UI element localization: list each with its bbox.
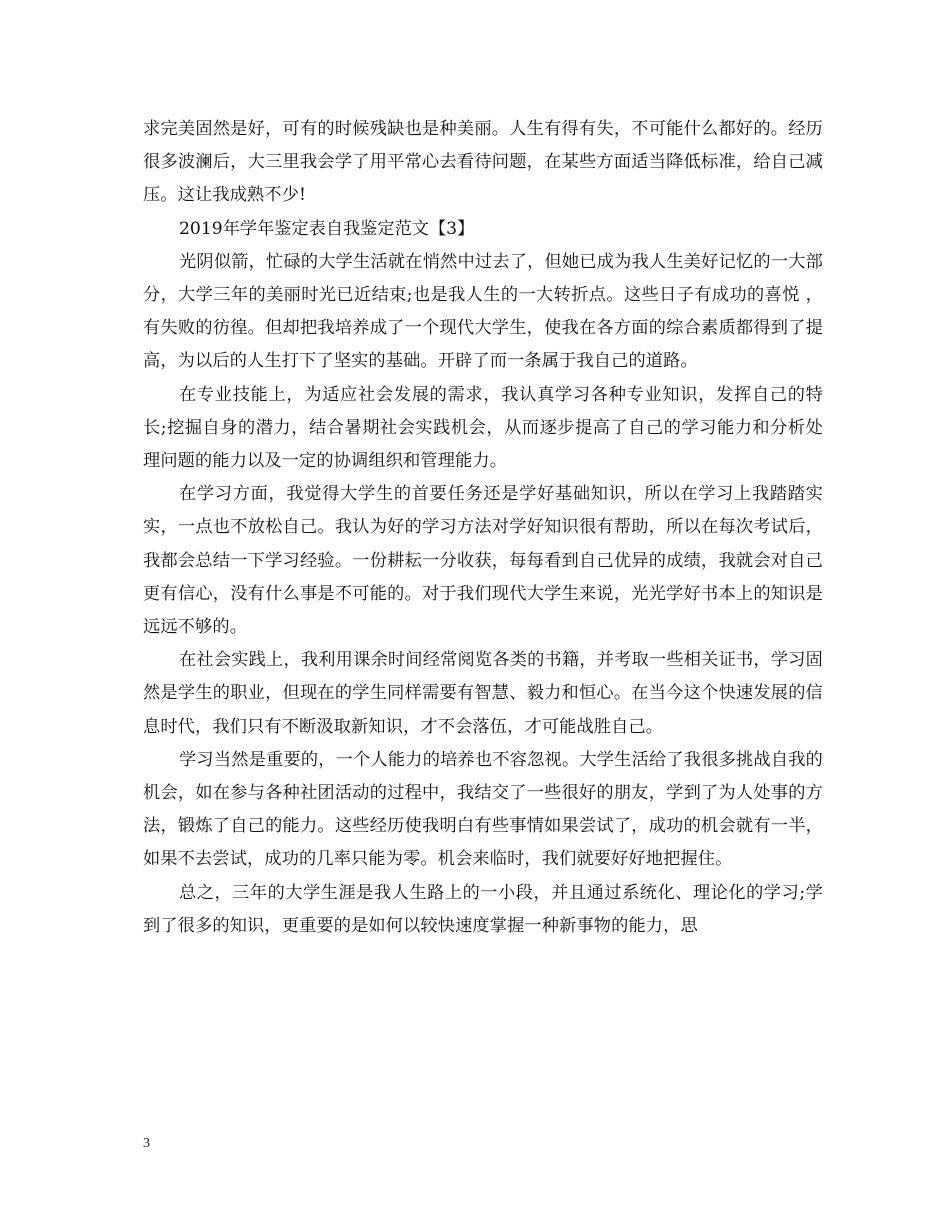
paragraph: 在社会实践上，我利用课余时间经常阅览各类的书籍，并考取一些相关证书，学习固然是学生的职业，但现在的学生同样需要有智慧、毅力和恒心。在当今这个快速发展的信息时代，我们只有不断汲取新知识，才不会落伍，才可能战胜自己。	[143, 650, 823, 737]
paragraph: 在学习方面，我觉得大学生的首要任务还是学好基础知识，所以在学习上我踏踏实实，一点也不放松自己。我认为好的学习方法对学好知识很有帮助，所以在每次考试后，我都会总结一下学习经验。一份耕耘一分收获，每每看到自己优异的成绩，我就会对自己更有信心，没有什么事是不可能的。对于我们现代大学生来说，光光学好书本上的知识是远远不够的。	[143, 484, 823, 638]
paragraph: 学习当然是重要的，一个人能力的培养也不容忽视。大学生活给了我很多挑战自我的机会，如在参与各种社团活动的过程中，我结交了一些很好的朋友，学到了为人处事的方法，锻炼了自己的能力。这些经历使我明白有些事情如果尝试了，成功的机会就有一半，如果不去尝试，成功的几率只能为零。机会来临时，我们就要好好地把握住。	[143, 749, 823, 870]
document-body	[143, 113, 823, 943]
page-number: 3	[143, 1136, 150, 1151]
paragraph-continuation: 求完美固然是好，可有的时候残缺也是种美丽。人生有得有失，不可能什么都好的。经历很多波澜后，大三里我会学了用平常心去看待问题，在某些方面适当降低标准，给自己减压。这让我成熟不少!	[143, 119, 823, 206]
paragraph: 在专业技能上，为适应社会发展的需求，我认真学习各种专业知识，发挥自己的特长;挖掘自身的潜力，结合暑期社会实践机会，从而逐步提高了自己的学习能力和分析处理问题的能力以及一定的协调组织和管理能力。	[143, 384, 823, 472]
paragraph: 总之，三年的大学生涯是我人生路上的一小段，并且通过系统化、理论化的学习;学到了很多的知识，更重要的是如何以较快速度掌握一种新事物的能力，思	[143, 882, 823, 936]
section-heading: 2019年学年鉴定表自我鉴定范文【3】	[179, 218, 475, 239]
paragraph: 光阴似箭，忙碌的大学生活就在悄然中过去了，但她已成为我人生美好记忆的一大部分，大学三年的美丽时光已近结束;也是我人生的一大转折点。这些日子有成功的喜悦 ，有失败的彷徨。但却把我培养成了一个现代大学生，使我在各方面的综合素质都得到了提高，为以后的人生打下了坚实的基础。开辟了而一条属于我自己的道路。	[143, 251, 823, 372]
